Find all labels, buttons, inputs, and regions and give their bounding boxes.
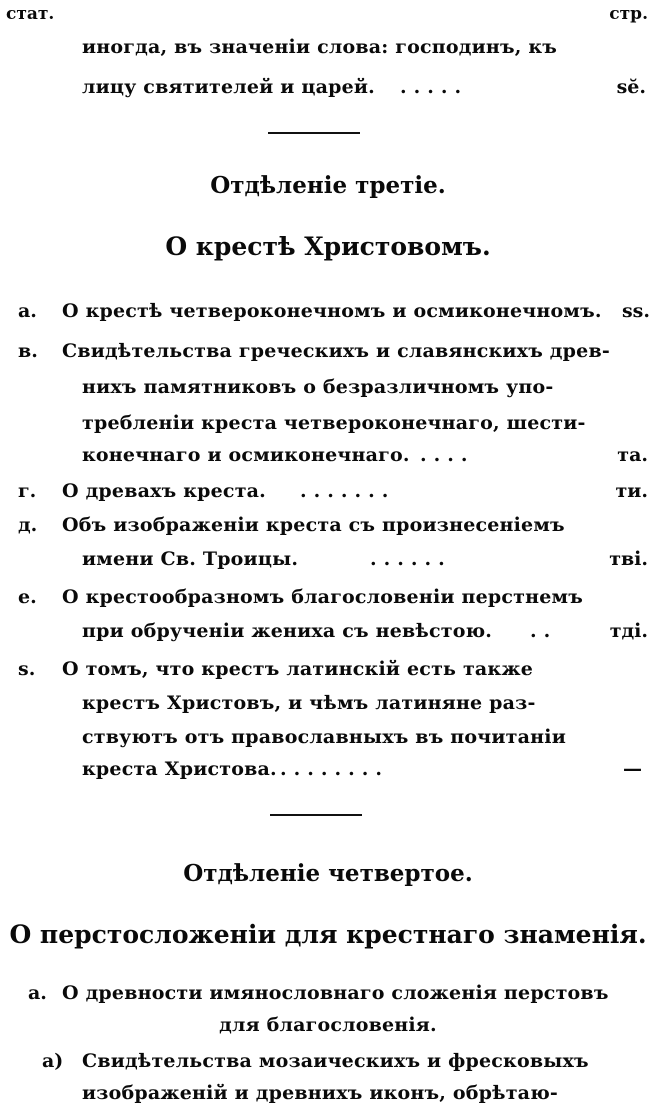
page-number: тві. bbox=[609, 548, 648, 570]
page-number: та. bbox=[617, 444, 648, 466]
page-number: ѕӗ. bbox=[616, 76, 646, 98]
entry-number: ѕ. bbox=[18, 658, 36, 680]
leader-dots: . . . . . bbox=[400, 76, 462, 98]
entry-text-line: ствуютъ отъ православныхъ въ почитаніи bbox=[82, 726, 566, 748]
section-heading: Отдѣленіе четвертое. bbox=[183, 860, 473, 887]
entry-text-line: О древности имянословнаго сложенія перстовъ bbox=[62, 982, 609, 1004]
entry-number: а. bbox=[18, 300, 37, 322]
entry-text-line: креста Христова. bbox=[82, 758, 277, 780]
entry-text-line: конечнаго и осмиконечнаго. bbox=[82, 444, 410, 466]
entry-text-line: О крестообразномъ благословеніи перстнемъ bbox=[62, 586, 583, 608]
leader-dots: . . . . . . bbox=[370, 548, 445, 570]
entry-text-line: при обрученіи жениха съ невѣстою. bbox=[82, 620, 493, 642]
section-divider bbox=[268, 132, 360, 134]
entry-number: д. bbox=[18, 514, 38, 536]
entry-text-line: требленіи креста четвероконечнаго, шести- bbox=[82, 412, 586, 434]
entry-number: е. bbox=[18, 586, 37, 608]
page-number: ѕѕ. bbox=[621, 300, 650, 322]
section-subtitle: О перстосложеніи для крестнаго знаменія. bbox=[9, 920, 647, 949]
page-number: ти. bbox=[615, 480, 648, 502]
section-divider bbox=[270, 814, 362, 816]
entry-text-line: лицу святителей и царей. bbox=[82, 76, 375, 98]
entry-text-line: О томъ, что крестъ латинскій есть также bbox=[62, 658, 534, 680]
entry-number: а. bbox=[28, 982, 47, 1004]
entry-number: а) bbox=[42, 1050, 64, 1072]
entry-text-line: нихъ памятниковъ о безразличномъ упо- bbox=[82, 376, 554, 398]
page-number: — bbox=[623, 758, 642, 780]
entry-text-line: крестъ Христовъ, и чѣмъ латиняне раз- bbox=[82, 692, 536, 714]
entry-text-line: Свидѣтельства мозаическихъ и фресковыхъ bbox=[82, 1050, 589, 1072]
section-heading: Отдѣленіе третіе. bbox=[210, 172, 446, 199]
entry-text-line: О крестѣ четвероконечномъ и осмиконечномъ. bbox=[62, 300, 602, 322]
entry-text-line: Объ изображеніи креста съ произнесеніемъ bbox=[62, 514, 565, 536]
entry-text-line: изображеній и древнихъ иконъ, обрѣтаю- bbox=[82, 1082, 558, 1104]
leader-dots: . . . . . . . bbox=[300, 480, 389, 502]
entry-text-line: Свидѣтельства греческихъ и славянскихъ древ- bbox=[62, 340, 610, 362]
leader-dots: . . . . . . . . bbox=[280, 758, 383, 780]
entry-text-line: иногда, въ значеніи слова: господинъ, къ bbox=[82, 36, 558, 58]
entry-text-line: О древахъ креста. bbox=[62, 480, 266, 502]
entry-number: г. bbox=[18, 480, 37, 502]
leader-dots: . . . . bbox=[420, 444, 468, 466]
column-header-articles: стат. bbox=[6, 4, 55, 24]
section-subtitle: О крестѣ Христовомъ. bbox=[165, 232, 491, 261]
entry-text-line: имени Св. Троицы. bbox=[82, 548, 299, 570]
column-header-pages: стр. bbox=[609, 4, 648, 24]
leader-dots: . . bbox=[530, 620, 551, 642]
entry-number: в. bbox=[18, 340, 38, 362]
entry-text-line: для благословенія. bbox=[219, 1014, 437, 1036]
page-number: тді. bbox=[609, 620, 648, 642]
